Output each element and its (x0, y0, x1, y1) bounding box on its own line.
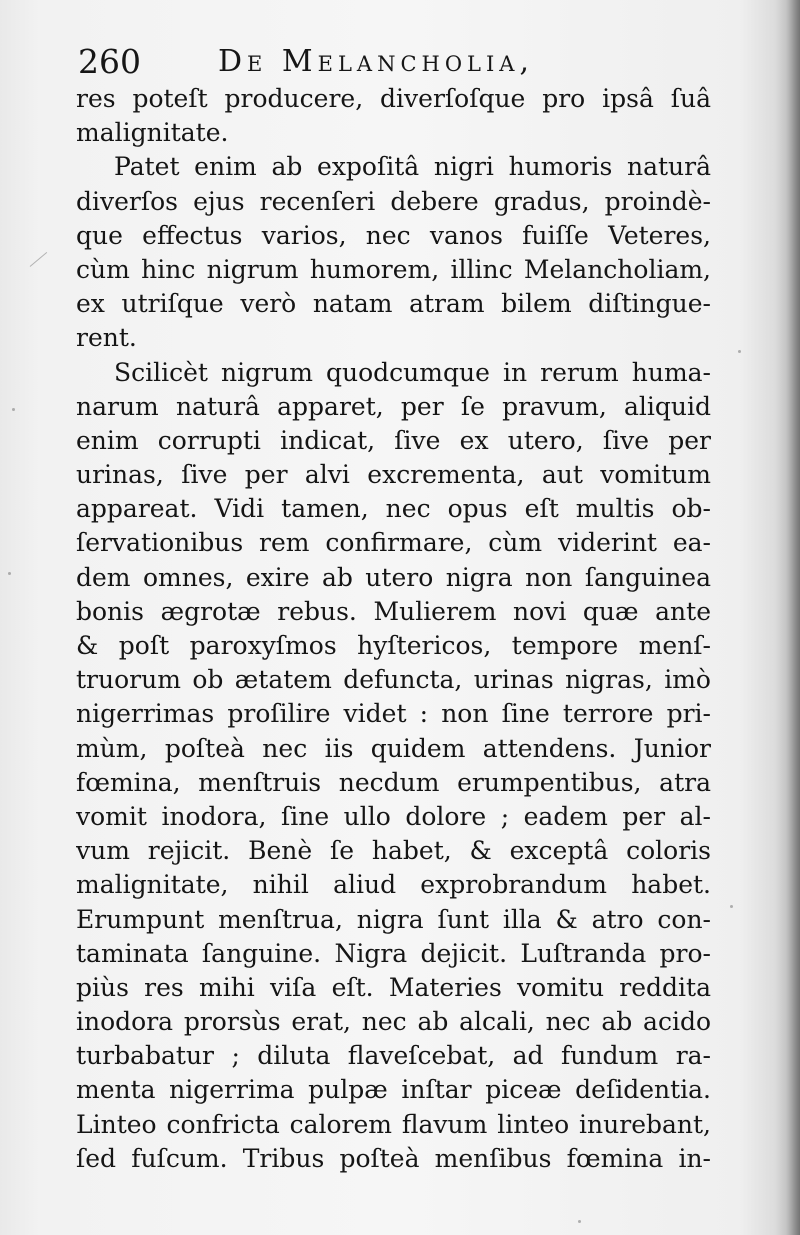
text-line: truorum ob ætatem defuncta, urinas nigras, imò (76, 665, 711, 695)
text-line: malignitate, nihil aliud exprobrandum habet. (76, 870, 711, 900)
running-title: De Melancholia, (218, 44, 534, 79)
text-line: dem omnes, exire ab utero nigra non ſanguinea (76, 562, 711, 592)
page-header (78, 40, 718, 84)
text-line: Erumpunt menſtrua, nigra ſunt illa & atro con- (76, 904, 711, 934)
text-line: inodora prorsùs erat, nec ab alcali, nec ab acido (76, 1007, 711, 1037)
text-line: Linteo confricta calorem flavum linteo inurebant, (76, 1109, 711, 1139)
page-edge-shadow (786, 0, 800, 1235)
text-line: urinas, ſive per alvi excrementa, aut vomitum (76, 460, 711, 490)
text-line: menta nigerrima pulpæ inſtar piceæ deſidentia. (76, 1075, 711, 1105)
text-line: taminata ſanguine. Nigra dejicit. Luſtranda pro- (76, 938, 711, 968)
text-line: ex utriſque verò natam atram bilem diſtingue- (76, 289, 711, 319)
text-line: Patet enim ab expoſitâ nigri humoris naturâ (114, 152, 711, 182)
page-number: 260 (78, 42, 141, 81)
text-line: & poſt paroxyſmos hyſtericos, tempore menſ- (76, 631, 711, 660)
paper-speck (738, 350, 741, 353)
text-line: narum naturâ apparet, per ſe pravum, aliquid (76, 391, 711, 421)
text-line: nigerrimas proſilire videt : non ſine terrore pri- (76, 699, 711, 729)
text-line: que effectus varios, nec vanos fuiſſe Veteres, (76, 220, 711, 250)
paper-mark (30, 252, 47, 267)
paper-speck (578, 1220, 581, 1223)
text-line: appareat. Vidi tamen, nec opus eſt multis ob- (76, 494, 711, 524)
text-line: cùm hinc nigrum humorem, illinc Melancholiam, (76, 254, 711, 284)
text-line: fœmina, menſtruis necdum erumpentibus, atra (76, 767, 711, 797)
paper-speck (12, 408, 15, 411)
text-line: turbabatur ; diluta flaveſcebat, ad fundum ra- (76, 1041, 711, 1071)
text-line: mùm, poſteà nec iis quidem attendens. Junior (76, 733, 711, 763)
text-line: diverſos ejus recenſeri debere gradus, proindè- (76, 186, 711, 216)
text-line: Scilicèt nigrum quodcumque in rerum huma- (114, 357, 711, 387)
text-line: bonis ægrotæ rebus. Mulierem novi quæ ante (76, 596, 711, 626)
text-line: piùs res mihi viſa eſt. Materies vomitu reddita (76, 972, 711, 1002)
text-line: rent. (76, 323, 137, 353)
text-line: enim corrupti indicat, ſive ex utero, ſive per (76, 425, 711, 455)
text-line: malignitate. (76, 118, 229, 148)
text-line: ſed fuſcum. Tribus poſteà menſibus fœmina in- (76, 1143, 711, 1173)
text-line: ſervationibus rem confirmare, cùm viderint ea- (76, 528, 711, 558)
body-text (76, 82, 711, 1176)
paper-speck (730, 905, 733, 908)
text-line: res poteſt producere, diverſoſque pro ipsâ ſuâ (76, 84, 711, 113)
text-line: vum rejicit. Benè ſe habet, & exceptâ coloris (76, 836, 711, 866)
paper-speck (8, 572, 11, 575)
text-line: vomit inodora, ſine ullo dolore ; eadem per al- (76, 801, 711, 831)
